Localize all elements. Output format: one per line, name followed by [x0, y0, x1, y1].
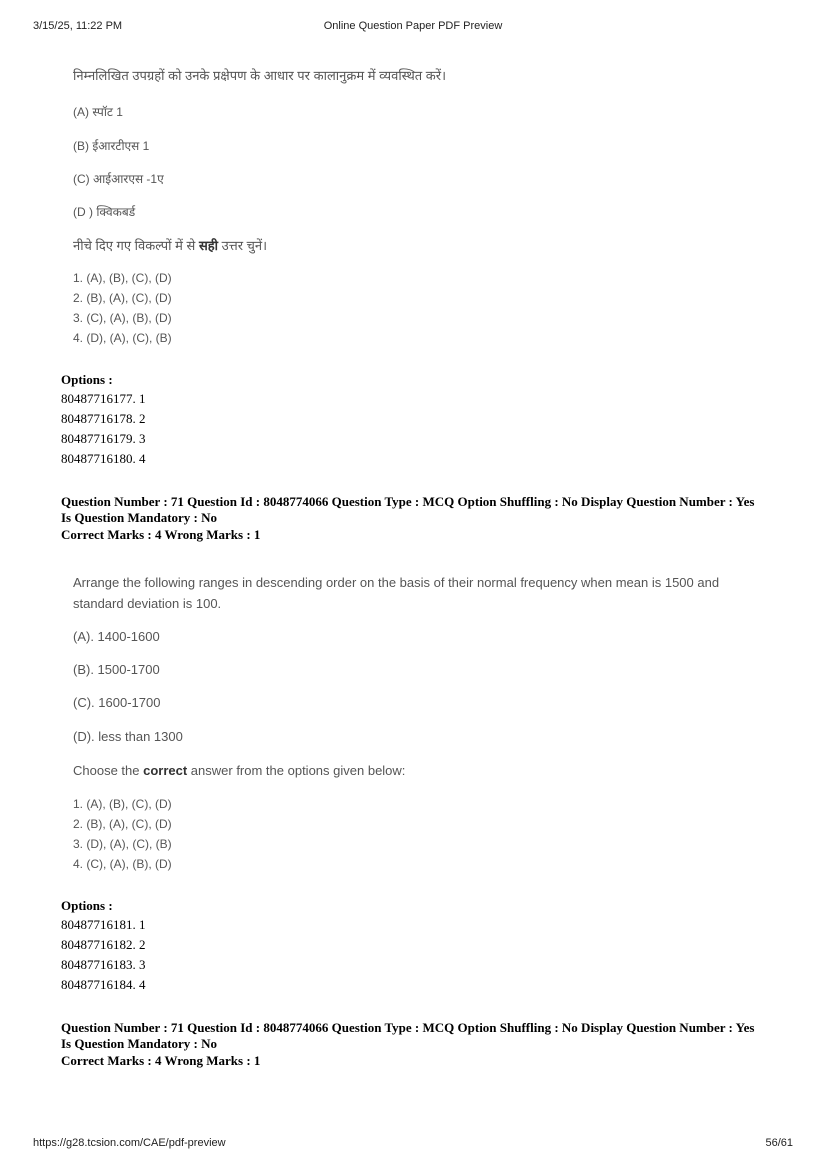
options-label-1: Options :	[61, 372, 113, 387]
question-2-item-a: (A). 1400-1600	[73, 629, 160, 644]
question-1-answer-4: 4. (D), (A), (C), (B)	[73, 331, 172, 345]
page-title: Online Question Paper PDF Preview	[323, 20, 503, 32]
question-1-instruction	[73, 236, 267, 254]
question-meta-line3: Correct Marks : 4 Wrong Marks : 1	[61, 527, 261, 542]
page-number: 56/61	[765, 1137, 793, 1149]
instruction-bold: correct	[143, 763, 188, 778]
option-id-5: 80487716181. 1	[61, 917, 146, 932]
question-meta-line1: Question Number : 71 Question Id : 8048774066 Question Type : MCQ Option Shuffling : No Display Question Number : Yes	[61, 494, 755, 509]
question-2-instruction	[73, 763, 405, 778]
option-id-2: 80487716178. 2	[61, 411, 146, 426]
page-header	[0, 20, 826, 34]
page-footer	[0, 1137, 826, 1151]
question-1-item-c: (C) आईआरएस -1ए	[73, 172, 164, 186]
question-meta-line2: Is Question Mandatory : No	[61, 1036, 218, 1051]
question-2-answer-2: 2. (B), (A), (C), (D)	[73, 817, 172, 831]
question-1-answer-3: 3. (C), (A), (B), (D)	[73, 311, 172, 325]
question-1-item-b: (B) ईआरटीएस 1	[73, 139, 150, 153]
question-2-text-line1: Arrange the following ranges in descending order on the basis of their normal frequency when mean is 1500 and	[73, 575, 720, 590]
instruction-pre: Choose the	[73, 763, 144, 778]
options-label-2: Options :	[61, 898, 113, 913]
question-2-answer-4: 4. (C), (A), (B), (D)	[73, 857, 172, 871]
instruction-pre: नीचे दिए गए विकल्पों में से	[73, 238, 199, 253]
option-id-7: 80487716183. 3	[61, 957, 146, 972]
question-2-text-line2: standard deviation is 100.	[73, 596, 222, 611]
question-1-item-a: (A) स्पॉट 1	[73, 105, 123, 119]
option-id-3: 80487716179. 3	[61, 431, 146, 446]
page-url: https://g28.tcsion.com/CAE/pdf-preview	[33, 1137, 226, 1149]
question-2-answer-3: 3. (D), (A), (C), (B)	[73, 837, 172, 851]
question-1-answer-2: 2. (B), (A), (C), (D)	[73, 291, 172, 305]
question-2-item-d: (D). less than 1300	[73, 729, 183, 744]
instruction-post: answer from the options given below:	[187, 763, 406, 778]
question-2-answer-1: 1. (A), (B), (C), (D)	[73, 797, 172, 811]
question-2-item-b: (B). 1500-1700	[73, 662, 160, 677]
question-1-text: निम्नलिखित उपग्रहों को उनके प्रक्षेपण के आधार पर कालानुक्रम में व्यवस्थित करें।	[73, 68, 447, 83]
option-id-8: 80487716184. 4	[61, 977, 146, 992]
question-1-item-d: (D ) क्विकबर्ड	[73, 205, 136, 219]
question-meta-line1: Question Number : 71 Question Id : 8048774066 Question Type : MCQ Option Shuffling : No Display Question Number : Yes	[61, 1020, 755, 1035]
print-timestamp: 3/15/25, 11:22 PM	[33, 20, 123, 32]
instruction-bold: सही	[198, 238, 219, 253]
option-id-4: 80487716180. 4	[61, 451, 146, 466]
option-id-1: 80487716177. 1	[61, 391, 146, 406]
option-id-6: 80487716182. 2	[61, 937, 146, 952]
question-1-answer-1: 1. (A), (B), (C), (D)	[73, 271, 172, 285]
question-2-item-c: (C). 1600-1700	[73, 695, 161, 710]
instruction-post: उत्तर चुनें।	[218, 238, 268, 253]
question-meta-line3: Correct Marks : 4 Wrong Marks : 1	[61, 1053, 261, 1068]
question-meta-line2: Is Question Mandatory : No	[61, 510, 218, 525]
